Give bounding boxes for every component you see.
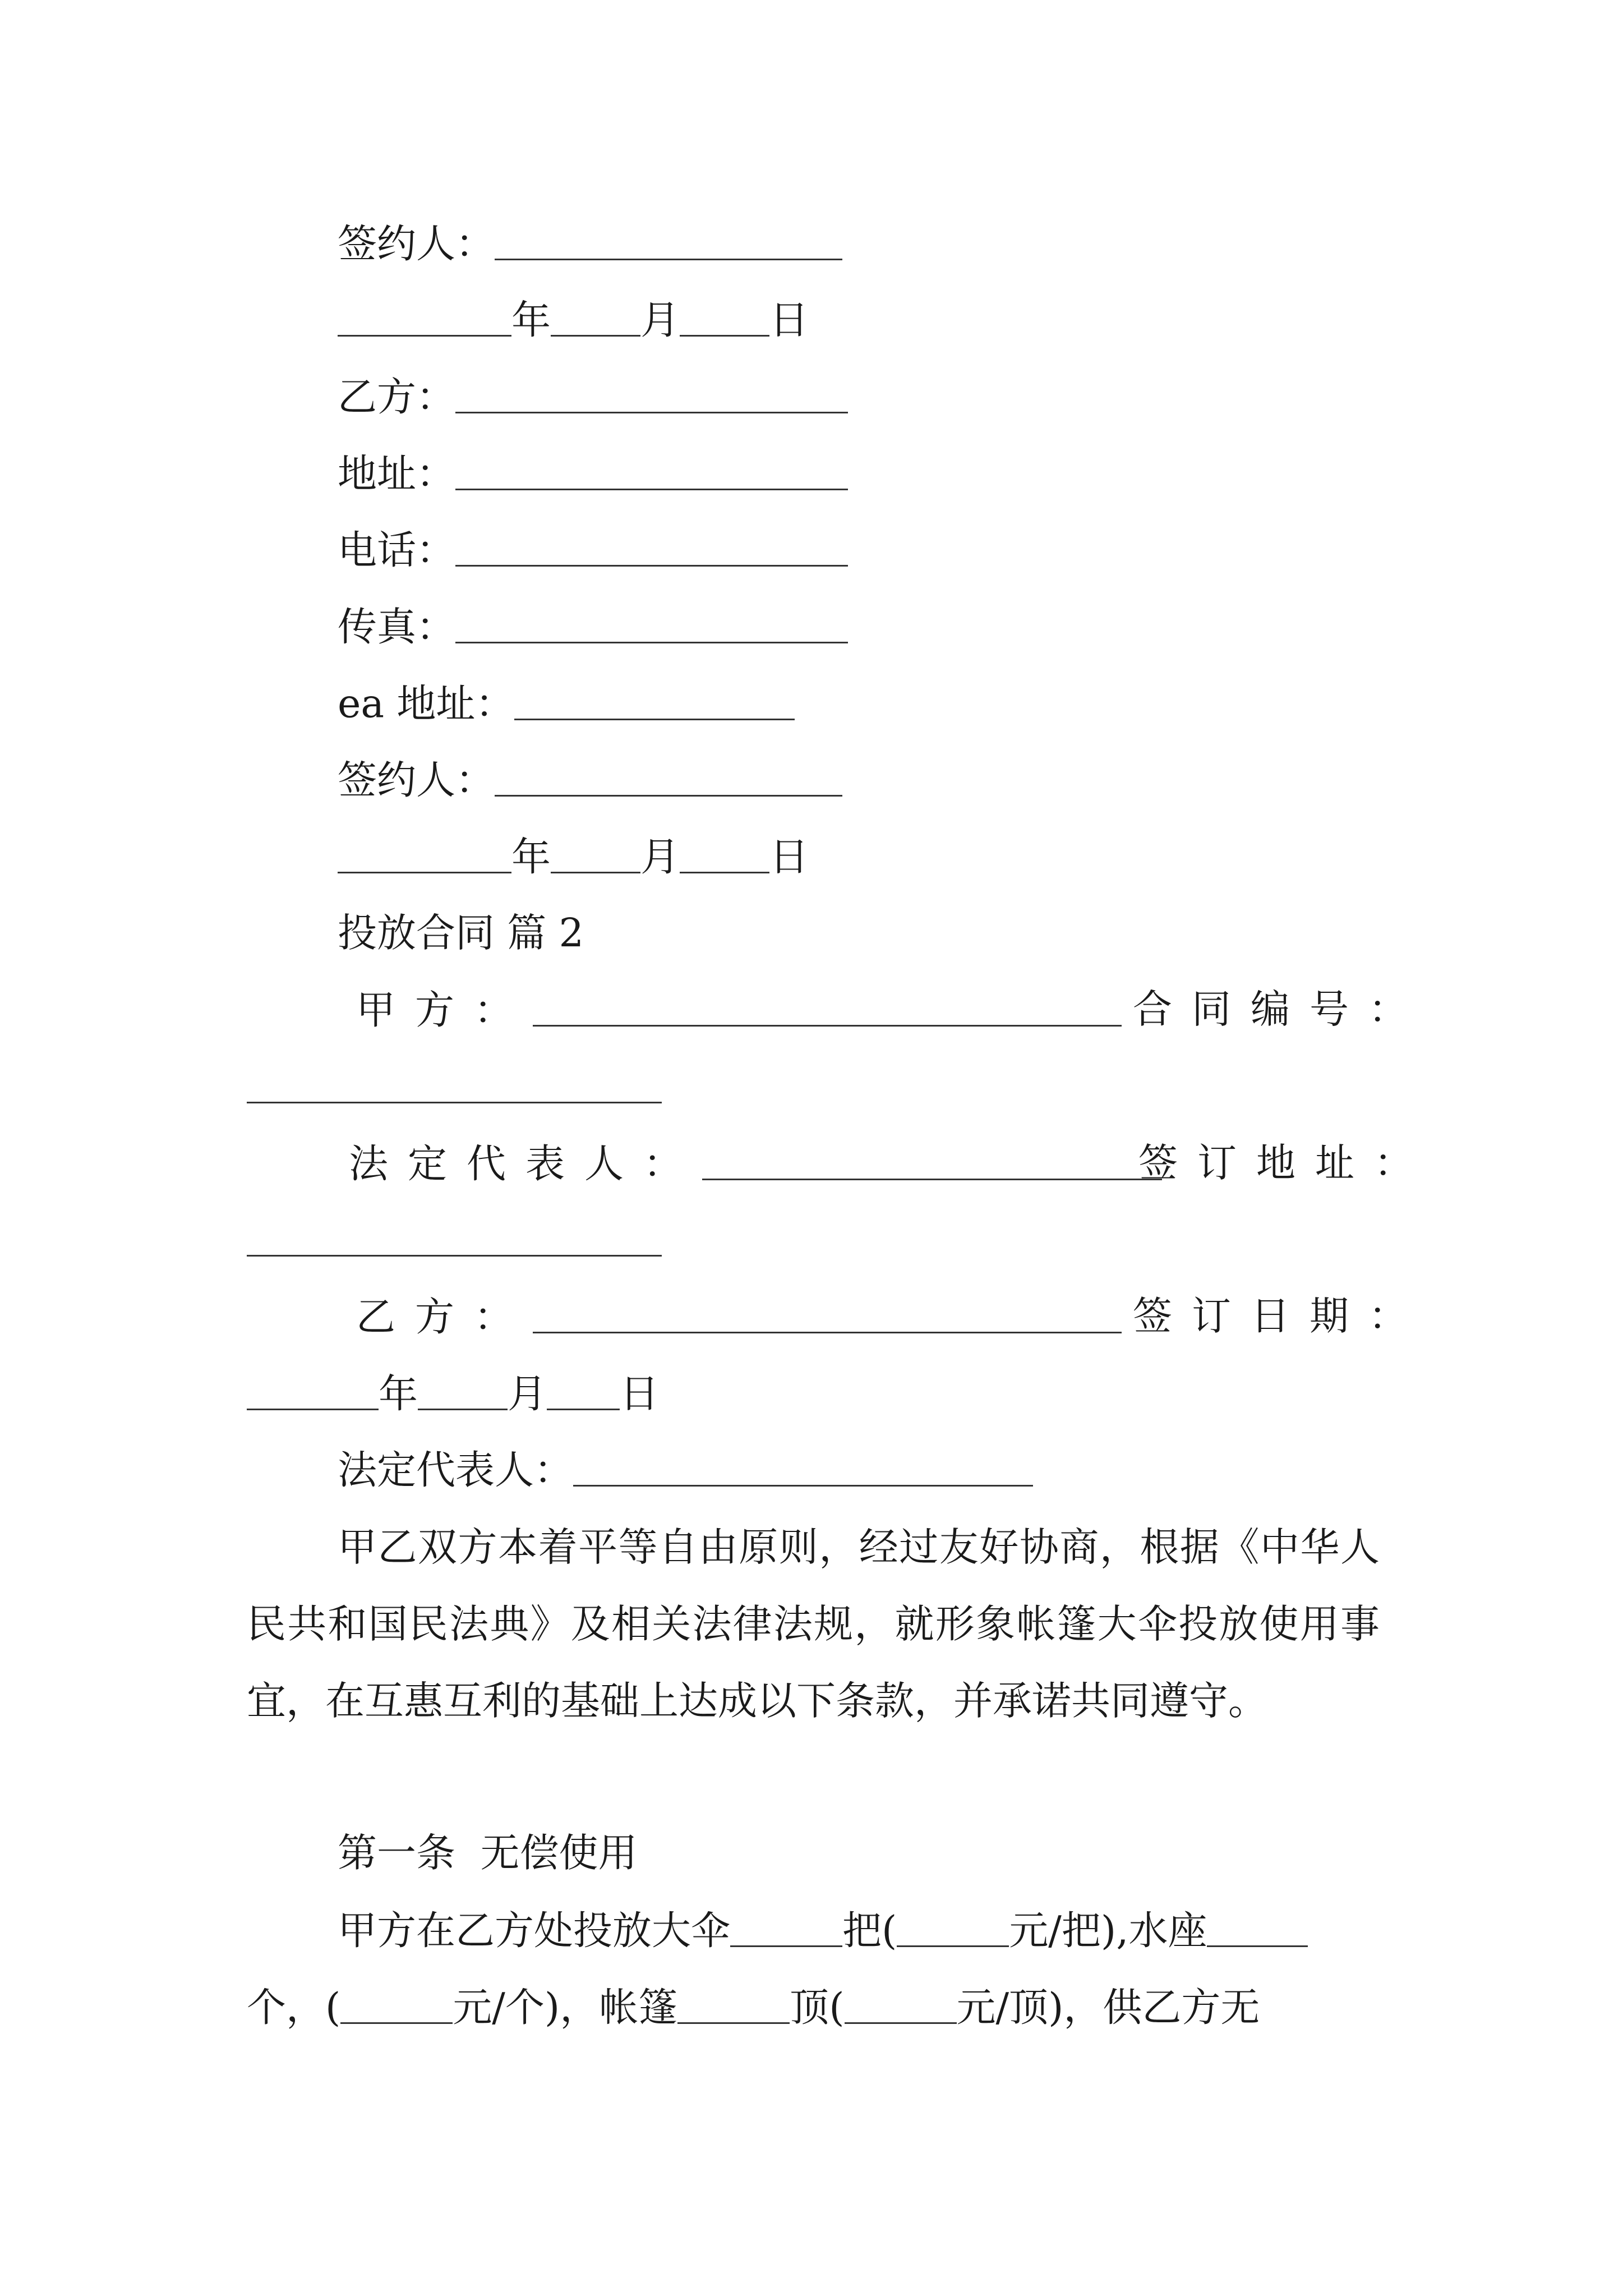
legal-rep-blank[interactable] bbox=[702, 1143, 1162, 1180]
fax-blank[interactable] bbox=[455, 606, 848, 643]
month-label: 月 bbox=[640, 297, 680, 343]
signer-label: 签约人： bbox=[338, 220, 495, 267]
signer-line-b bbox=[338, 757, 842, 803]
address-label: 地址： bbox=[338, 450, 455, 497]
month-label: 月 bbox=[508, 1370, 547, 1417]
contract-no-blank[interactable] bbox=[247, 1066, 662, 1103]
preamble-paragraph: 甲乙双方本着平等自由原则，经过友好协商，根据《中华人民共和国民法典》及相关法律法规，就形象帐篷大伞投放使用事宜，在互惠互利的基础上达成以下条款，并承诺共同遵守。 bbox=[247, 1524, 1380, 1724]
party-b-blank[interactable] bbox=[455, 376, 848, 413]
article-1-line-1: 甲方在乙方处投放大伞 把( 元/把),水座 bbox=[338, 1910, 1308, 1950]
umbrella-count-blank[interactable] bbox=[730, 1910, 842, 1947]
year-label: 年 bbox=[511, 834, 551, 880]
sign-place-line bbox=[247, 1220, 662, 1259]
day-blank[interactable] bbox=[680, 300, 769, 337]
sign-date-label: 签订日期： bbox=[1133, 1293, 1427, 1339]
signer-blank[interactable] bbox=[495, 760, 842, 797]
fax-label: 传真： bbox=[338, 604, 455, 650]
tent-price-blank[interactable] bbox=[845, 1987, 957, 2024]
party-b-label-2: 乙方： bbox=[356, 1294, 533, 1340]
address-line bbox=[338, 450, 848, 497]
signer-blank[interactable] bbox=[495, 223, 842, 260]
month-blank[interactable] bbox=[551, 300, 640, 337]
day-blank[interactable] bbox=[680, 836, 769, 873]
month-blank[interactable] bbox=[418, 1373, 508, 1410]
water-base-count-blank[interactable] bbox=[1207, 1910, 1308, 1947]
email-label: ea 地址： bbox=[338, 680, 515, 727]
contract-no-label: 合同编号： bbox=[1133, 986, 1427, 1032]
legal-rep-label: 法定代表人： bbox=[349, 1140, 702, 1187]
umbrella-price-blank[interactable] bbox=[897, 1910, 1009, 1947]
party-a-label: 甲方： bbox=[356, 987, 533, 1033]
article-1-title: 第一条 无偿使用 bbox=[338, 1830, 638, 1876]
phone-blank[interactable] bbox=[455, 530, 848, 567]
fax-line bbox=[338, 604, 848, 650]
sign-place-blank[interactable] bbox=[247, 1220, 662, 1257]
day-label: 日 bbox=[769, 834, 809, 880]
day-label: 日 bbox=[769, 297, 809, 343]
contract-no-line bbox=[247, 1066, 662, 1106]
article-1-line-2: 个，( 元/个)，帐篷 顶( 元/顶)，供乙方无 bbox=[247, 1984, 1260, 2031]
phone-label: 电话： bbox=[338, 527, 455, 573]
month-label: 月 bbox=[640, 834, 680, 880]
year-label: 年 bbox=[511, 297, 551, 343]
tent-count-blank[interactable] bbox=[677, 1987, 790, 2024]
legal-rep-label-2: 法定代表人： bbox=[338, 1447, 573, 1493]
signer-label: 签约人： bbox=[338, 757, 495, 803]
legal-rep-line-2 bbox=[338, 1447, 1033, 1493]
legal-rep-blank-2[interactable] bbox=[573, 1450, 1033, 1487]
party-a-blank[interactable] bbox=[533, 990, 1122, 1027]
year-blank[interactable] bbox=[338, 300, 511, 337]
party-a-line bbox=[356, 987, 1122, 1033]
sign-date-line bbox=[247, 1370, 659, 1417]
party-b-blank-2[interactable] bbox=[533, 1296, 1122, 1333]
date-line-a bbox=[338, 297, 809, 343]
email-blank[interactable] bbox=[514, 683, 795, 720]
year-blank[interactable] bbox=[338, 836, 511, 873]
legal-rep-line bbox=[349, 1140, 1162, 1187]
date-line-b bbox=[338, 834, 809, 880]
contract-2-title: 投放合同 篇 2 bbox=[338, 910, 584, 956]
party-b-label: 乙方： bbox=[338, 374, 455, 420]
day-label: 日 bbox=[620, 1370, 659, 1417]
month-blank[interactable] bbox=[551, 836, 640, 873]
signer-line-a bbox=[338, 220, 842, 267]
party-b-line-2 bbox=[356, 1294, 1122, 1340]
water-base-price-blank[interactable] bbox=[340, 1987, 453, 2024]
day-blank[interactable] bbox=[547, 1373, 620, 1410]
year-label: 年 bbox=[379, 1370, 418, 1417]
party-b-line-a bbox=[338, 374, 848, 420]
address-blank[interactable] bbox=[455, 453, 848, 490]
email-line bbox=[338, 680, 795, 727]
phone-line bbox=[338, 527, 848, 573]
sign-place-label: 签订地址： bbox=[1138, 1140, 1433, 1186]
year-blank[interactable] bbox=[247, 1373, 379, 1410]
